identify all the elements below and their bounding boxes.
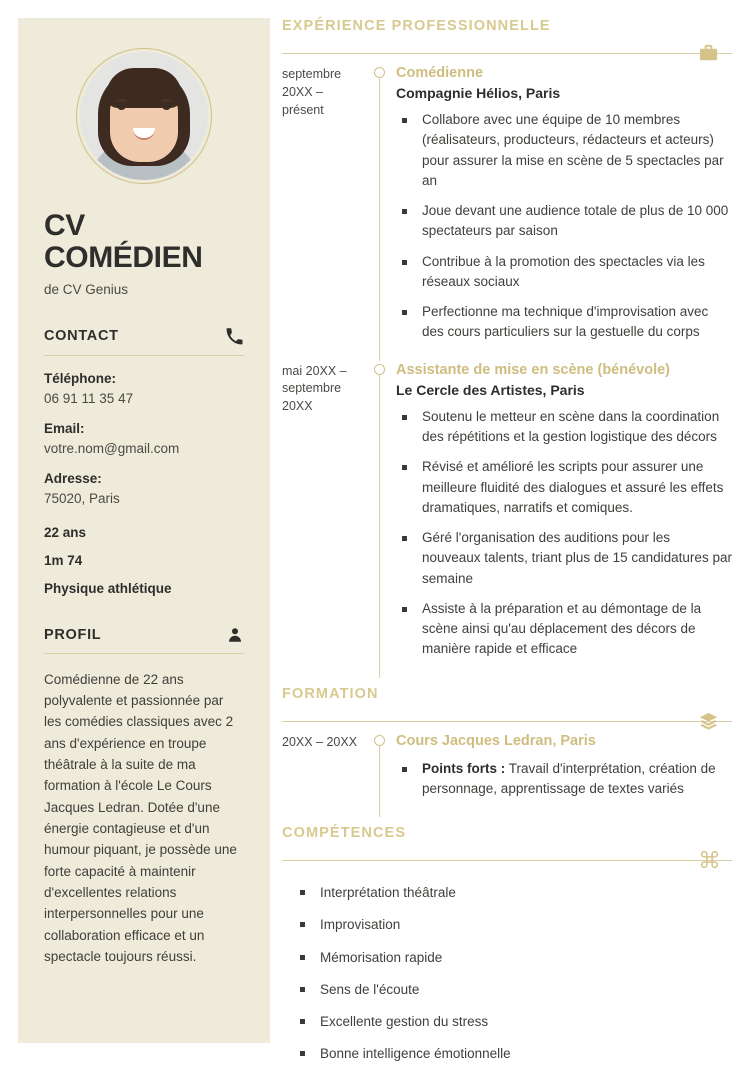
profile-header [44, 626, 244, 644]
page-subtitle: de CV Genius [44, 281, 129, 297]
stat-height: 1m 74 [44, 552, 83, 568]
list-item [396, 759, 732, 800]
list-item: Joue devant une audience totale de plus de 10 000 spectateurs par saison [396, 201, 732, 242]
list-item: Excellente gestion du stress [282, 1012, 732, 1032]
avatar [76, 48, 212, 184]
stat-physique: Physique athlétique [44, 580, 172, 596]
education-title: FORMATION [282, 685, 379, 702]
timeline-line [379, 78, 380, 361]
contact-value: votre.nom@gmail.com [44, 440, 180, 456]
education-bullets [396, 759, 732, 800]
timeline [368, 732, 396, 818]
job-company: Le Cercle des Artistes, Paris [396, 381, 585, 398]
timeline-line [379, 746, 380, 818]
skills-divider [282, 860, 732, 861]
skills-section [282, 825, 732, 1065]
stat-age: 22 ans [44, 524, 87, 540]
contact-field-telephone [44, 371, 244, 406]
job-role: Assistante de mise en scène (bénévole) [396, 361, 670, 378]
contact-field-email [44, 421, 244, 456]
bullet-text: Travail d'interprétation, création de personnage, apprentissage de textes variés [422, 760, 716, 796]
contact-label: Email: [44, 420, 85, 436]
list-item: Perfectionne ma technique d'improvisation avec des cours particuliers sur la gestuelle du corps [396, 302, 732, 343]
list-item: Interprétation théâtrale [282, 883, 732, 903]
education-header [282, 686, 732, 732]
job-role: Comédienne [396, 65, 484, 81]
sidebar [18, 18, 270, 1043]
command-icon [699, 849, 720, 875]
skills-title: COMPÉTENCES [282, 825, 407, 842]
timeline-dot-icon [374, 67, 385, 78]
experience-title: EXPÉRIENCE PROFESSIONNELLE [282, 18, 551, 34]
list-item: Assiste à la préparation et au démontage de la scène ainsi qu'au déplacement des décors de manière rapide et efficace [396, 599, 732, 660]
skills-list [282, 883, 732, 1065]
list-item: Soutenu le metteur en scène dans la coordination des répétitions et la gestion logistique des décors [396, 407, 732, 448]
list-item: Collabore avec une équipe de 10 membres (réalisateurs, producteurs, rédacteurs et acteurs) pour assurer la mise en scène de 5 spectacles par an [396, 110, 732, 191]
contact-label: Adresse: [44, 470, 102, 486]
contact-section [44, 327, 244, 596]
page-title [44, 210, 244, 275]
contact-divider [44, 355, 244, 356]
education-entry [282, 732, 732, 818]
education-divider [282, 721, 732, 722]
profile-divider [44, 653, 244, 654]
contact-header [44, 327, 244, 346]
education-section [282, 686, 732, 818]
list-item: Sens de l'écoute [282, 980, 732, 1000]
list-item: Improvisation [282, 915, 732, 935]
list-item: Géré l'organisation des auditions pour les nouveaux talents, triant plus de 15 candidatures par semaine [396, 528, 732, 589]
name-line-2: COMÉDIEN [44, 241, 203, 275]
contact-field-adresse [44, 471, 244, 506]
profile-section [44, 626, 244, 968]
timeline [368, 64, 396, 361]
main-column [282, 18, 732, 1077]
profile-text: Comédienne de 22 ans polyvalente et passionnée par les comédies classiques avec 2 ans d'expérience en troupe théâtrale à la suite de ma formation à l'école Le Cours Jacques Ledran. Dotée d'une énergie contagieuse et d'un humour piquant, je possède une forte capacité à maintenir d'excellentes relations interpersonnelles pour une collaboration efficace et un spectacle toujours réussi. [44, 671, 237, 965]
entry-dates: 20XX – 20XX [282, 734, 358, 749]
job-bullets [396, 407, 732, 660]
entry-body [396, 361, 732, 678]
list-item: Bonne intelligence émotionnelle [282, 1044, 732, 1064]
experience-entry [282, 64, 732, 361]
profile-title: PROFIL [44, 626, 102, 643]
contact-value: 75020, Paris [44, 490, 120, 506]
experience-header [282, 18, 732, 64]
timeline-dot-icon [374, 364, 385, 375]
experience-divider [282, 53, 732, 54]
entry-body [396, 64, 732, 361]
bullet-label: Points forts : [422, 760, 506, 776]
contact-title: CONTACT [44, 328, 119, 345]
person-icon [226, 626, 244, 644]
avatar-photo [80, 52, 208, 180]
skills-header [282, 825, 732, 871]
school-name: Cours Jacques Ledran, Paris [396, 732, 596, 749]
name-line-1: CV [44, 209, 85, 242]
timeline-dot-icon [374, 735, 385, 746]
phone-icon [225, 327, 244, 346]
list-item: Mémorisation rapide [282, 948, 732, 968]
job-company: Compagnie Hélios, Paris [396, 85, 561, 102]
entry-dates: septembre 20XX – présent [282, 67, 342, 117]
experience-entry [282, 361, 732, 678]
contact-label: Téléphone: [44, 370, 117, 386]
list-item: Contribue à la promotion des spectacles via les réseaux sociaux [396, 252, 732, 293]
entry-body [396, 732, 732, 818]
timeline-line [379, 375, 380, 678]
timeline [368, 361, 396, 678]
contact-value: 06 91 11 35 47 [44, 390, 134, 406]
job-bullets [396, 110, 732, 343]
entry-dates: mai 20XX – septembre 20XX [282, 363, 347, 414]
list-item: Révisé et amélioré les scripts pour assurer une meilleure fluidité des dialogues et assuré les effets dramatiques, narratifs et comiques. [396, 457, 732, 518]
experience-section [282, 18, 732, 678]
